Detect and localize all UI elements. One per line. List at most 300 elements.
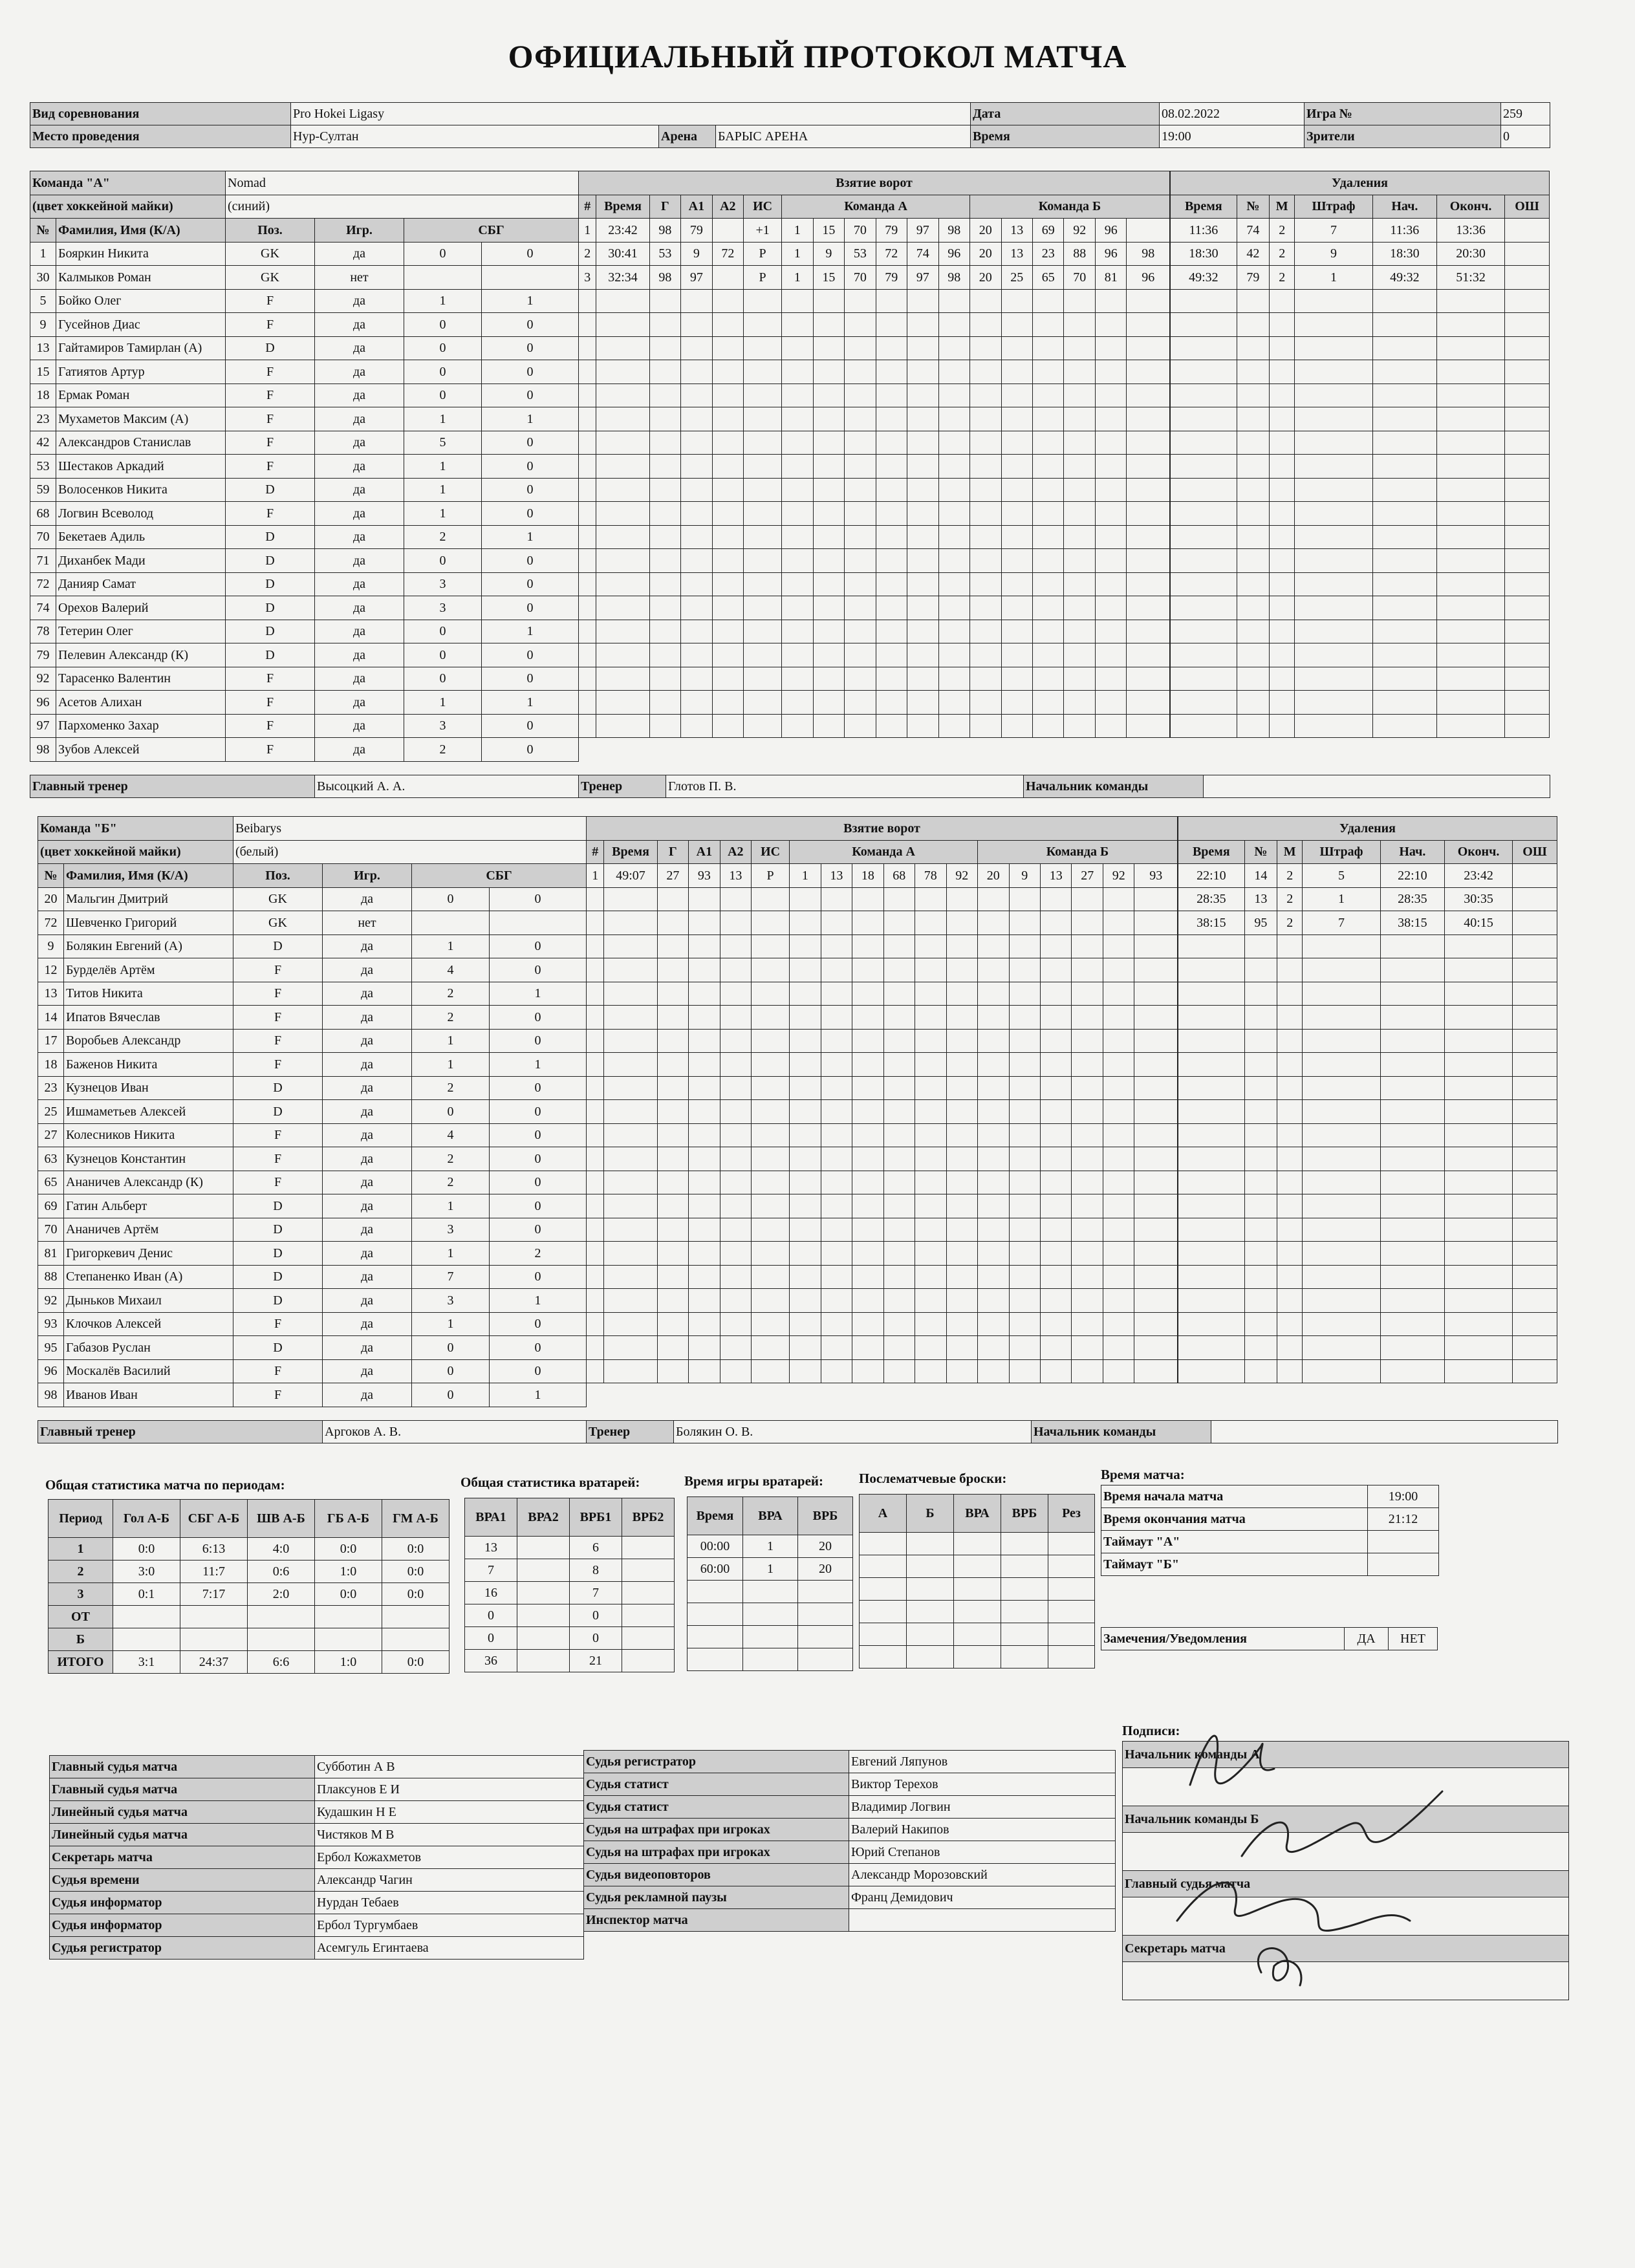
- player-position: F: [233, 1171, 323, 1194]
- penalty-cell: [1237, 572, 1269, 596]
- goal-row: [587, 1053, 1178, 1077]
- goal-cell: 70: [1064, 266, 1095, 290]
- goal-cell: [978, 911, 1009, 935]
- player-sbg-1: 7: [412, 1265, 490, 1289]
- goal-row: [579, 478, 1170, 502]
- goal-cell: [744, 667, 782, 691]
- penalty-cell: [1270, 643, 1295, 667]
- player-sbg-2: 0: [482, 383, 579, 407]
- penalty-cell: [1303, 1029, 1380, 1053]
- player-sbg-1: 1: [404, 502, 482, 526]
- goal-cell: [752, 887, 790, 911]
- team-a-staff: [30, 775, 1550, 798]
- goal-row: [587, 1359, 1178, 1383]
- goal-cell: 13: [821, 864, 852, 888]
- penalty-cell: [1171, 596, 1237, 620]
- shootout-table: [859, 1494, 1095, 1669]
- penalty-cell: [1505, 219, 1550, 243]
- stat-row: [860, 1623, 1095, 1646]
- penalty-cell: [1171, 549, 1237, 573]
- player-position: D: [233, 1289, 323, 1313]
- goal-cell: [1072, 1006, 1103, 1030]
- goal-cell: [587, 1171, 604, 1194]
- col-position: Поз.: [226, 219, 315, 243]
- goal-cell: [596, 478, 649, 502]
- penalty-cell: [1277, 1053, 1303, 1077]
- player-sbg-2: 0: [482, 572, 579, 596]
- player-row: [30, 266, 579, 290]
- player-position: F: [226, 667, 315, 691]
- penalty-cell: [1513, 1359, 1557, 1383]
- goal-cell: [852, 934, 883, 958]
- penalty-cell: [1178, 1171, 1245, 1194]
- goal-cell: [821, 1336, 852, 1360]
- goal-cell: [649, 360, 680, 384]
- goal-cell: [938, 620, 969, 643]
- stat-row: [49, 1561, 449, 1583]
- goal-cell: [938, 643, 969, 667]
- goal-cell: 70: [845, 266, 876, 290]
- goal-cell: [1064, 691, 1095, 715]
- goal-cell: [907, 714, 938, 738]
- penalty-cell: [1437, 596, 1505, 620]
- penalty-cell: [1171, 313, 1237, 337]
- goal-cell: [970, 549, 1001, 573]
- goal-cell: 13: [720, 864, 751, 888]
- goal-cell: [813, 572, 844, 596]
- goal-cell: [1103, 1123, 1134, 1147]
- goal-cell: [883, 1194, 915, 1218]
- goal-cell: [813, 525, 844, 549]
- goal-cell: [1134, 1171, 1178, 1194]
- goalie-stats-table: [464, 1498, 675, 1672]
- goal-cell: [782, 289, 813, 313]
- goal-cell: [579, 407, 596, 431]
- penalty-cell: [1295, 620, 1372, 643]
- goal-cell: [587, 1359, 604, 1383]
- player-played: да: [323, 934, 412, 958]
- stat-cell: [688, 1581, 743, 1603]
- player-played: да: [315, 242, 404, 266]
- goal-cell: [587, 911, 604, 935]
- goal-cell: [689, 1289, 720, 1313]
- player-sbg-2: 1: [490, 1053, 587, 1077]
- penalty-cell: [1372, 596, 1436, 620]
- penalty-cell: [1437, 620, 1505, 643]
- official-name: Кудашкин Н Е: [315, 1801, 584, 1824]
- penalty-cell: [1513, 1289, 1557, 1313]
- penalty-row: [1178, 1123, 1557, 1147]
- goal-cell: [1040, 1218, 1071, 1242]
- stat-cell: [315, 1606, 382, 1628]
- player-row: [38, 1218, 587, 1242]
- penalty-cell: [1237, 643, 1269, 667]
- goal-cell: [946, 1029, 977, 1053]
- goal-cell: [1040, 1053, 1071, 1077]
- goal-cell: [790, 1076, 821, 1100]
- goal-cell: [852, 1312, 883, 1336]
- penalty-cell: [1270, 289, 1295, 313]
- penalty-cell: [1505, 407, 1550, 431]
- penalty-cell: [1437, 336, 1505, 360]
- goal-cell: [790, 1147, 821, 1171]
- goal-cell: [744, 549, 782, 573]
- col-on-ice-team-a: Команда А: [790, 840, 978, 864]
- goal-cell: [744, 360, 782, 384]
- goal-cell: [907, 336, 938, 360]
- goal-cell: 79: [876, 219, 907, 243]
- penalty-cell: [1380, 1029, 1444, 1053]
- goal-cell: 23:42: [596, 219, 649, 243]
- goal-cell: [1095, 691, 1126, 715]
- goal-cell: [689, 1265, 720, 1289]
- goal-cell: [845, 620, 876, 643]
- goal-cell: [649, 431, 680, 455]
- col-number: №: [38, 864, 64, 888]
- player-name: Гусейнов Диас: [56, 313, 226, 337]
- player-sbg-2: 0: [482, 431, 579, 455]
- player-number: 65: [38, 1171, 64, 1194]
- goal-cell: [579, 360, 596, 384]
- player-played: да: [323, 1100, 412, 1124]
- goal-cell: [970, 572, 1001, 596]
- goal-cell: [845, 596, 876, 620]
- penalty-cell: [1270, 455, 1295, 479]
- player-played: да: [323, 1076, 412, 1100]
- goal-cell: [649, 289, 680, 313]
- goal-cell: [604, 1100, 657, 1124]
- stat-cell: [798, 1648, 853, 1671]
- player-row: [30, 313, 579, 337]
- col-penalty-pen: Штраф: [1303, 840, 1380, 864]
- goal-cell: [970, 455, 1001, 479]
- stat-header: Б: [907, 1495, 954, 1533]
- goal-cell: [845, 360, 876, 384]
- player-number: 98: [38, 1383, 64, 1407]
- player-row: [30, 455, 579, 479]
- player-sbg-1: 2: [412, 1147, 490, 1171]
- penalty-cell: 38:15: [1380, 911, 1444, 935]
- goal-cell: [782, 596, 813, 620]
- goal-cell: [978, 1336, 1009, 1360]
- col-penalty-pm: М: [1270, 195, 1295, 219]
- goal-cell: [978, 1312, 1009, 1336]
- player-sbg-2: [490, 911, 587, 935]
- player-position: D: [233, 1218, 323, 1242]
- stat-cell: 20: [798, 1558, 853, 1581]
- player-sbg-2: 0: [482, 242, 579, 266]
- penalty-cell: [1380, 1006, 1444, 1030]
- official-role: Судья информатор: [50, 1914, 315, 1937]
- goal-cell: [657, 1289, 688, 1313]
- player-sbg-2: 1: [482, 525, 579, 549]
- player-played: да: [315, 360, 404, 384]
- player-name: Пархоменко Захар: [56, 714, 226, 738]
- goal-cell: [852, 887, 883, 911]
- match-time-table: [1101, 1485, 1439, 1576]
- officials-right: [583, 1750, 1116, 1932]
- player-row: [38, 982, 587, 1006]
- goal-cell: [946, 982, 977, 1006]
- goal-cell: [1009, 1076, 1040, 1100]
- stat-cell: 1: [743, 1535, 798, 1558]
- penalty-row: [1171, 289, 1550, 313]
- official-role: Судья регистратор: [50, 1937, 315, 1960]
- goal-cell: [596, 620, 649, 643]
- player-number: 5: [30, 289, 56, 313]
- goal-cell: [712, 289, 743, 313]
- goal-cell: [1040, 1336, 1071, 1360]
- goal-cell: [1001, 691, 1032, 715]
- official-name: Виктор Терехов: [849, 1773, 1116, 1796]
- stat-cell: 60:00: [688, 1558, 743, 1581]
- goal-cell: [720, 1171, 751, 1194]
- penalty-cell: [1505, 596, 1550, 620]
- signature-secretary: [1258, 1949, 1301, 1985]
- remarks-no: НЕТ: [1389, 1628, 1438, 1650]
- stat-cell: [517, 1604, 570, 1627]
- penalty-cell: [1380, 1053, 1444, 1077]
- goal-cell: [883, 1100, 915, 1124]
- goal-cell: [813, 502, 844, 526]
- goal-cell: [752, 1147, 790, 1171]
- player-sbg-2: 0: [490, 1029, 587, 1053]
- player-played: да: [315, 478, 404, 502]
- goal-cell: [883, 982, 915, 1006]
- goal-cell: [587, 887, 604, 911]
- goal-cell: [596, 455, 649, 479]
- player-sbg-1: 0: [412, 887, 490, 911]
- penalty-cell: [1270, 407, 1295, 431]
- penalty-cell: [1303, 1171, 1380, 1194]
- penalty-cell: [1513, 1265, 1557, 1289]
- goal-cell: [852, 1123, 883, 1147]
- penalty-cell: [1513, 1029, 1557, 1053]
- player-sbg-2: 0: [490, 958, 587, 982]
- player-played: да: [315, 336, 404, 360]
- stat-cell: 1:0: [315, 1651, 382, 1674]
- goal-cell: [1127, 525, 1170, 549]
- player-number: 88: [38, 1265, 64, 1289]
- stat-cell: [954, 1533, 1001, 1555]
- goal-cell: [657, 1336, 688, 1360]
- player-played: да: [315, 643, 404, 667]
- official-name: Владимир Логвин: [849, 1796, 1116, 1819]
- player-name: Гатиятов Артур: [56, 360, 226, 384]
- goal-cell: [681, 407, 712, 431]
- player-sbg-2: 0: [482, 667, 579, 691]
- goal-cell: [1134, 1194, 1178, 1218]
- goal-cell: [907, 455, 938, 479]
- goal-cell: [790, 911, 821, 935]
- penalty-cell: [1270, 620, 1295, 643]
- player-number: 9: [30, 313, 56, 337]
- stat-row: [49, 1628, 449, 1651]
- goal-cell: [752, 1312, 790, 1336]
- signatures-title: Подписи:: [1122, 1723, 1180, 1738]
- penalty-cell: [1244, 1147, 1277, 1171]
- player-sbg-2: 0: [490, 1359, 587, 1383]
- penalty-cell: 49:32: [1171, 266, 1237, 290]
- player-number: 13: [38, 982, 64, 1006]
- penalty-cell: [1295, 313, 1372, 337]
- penalty-cell: [1237, 525, 1269, 549]
- stat-cell: 0:0: [382, 1651, 449, 1674]
- stat-cell: [180, 1628, 248, 1651]
- goal-cell: [752, 982, 790, 1006]
- stat-cell: [1001, 1533, 1048, 1555]
- time-label: Время: [971, 125, 1160, 148]
- goal-cell: [596, 714, 649, 738]
- goal-cell: 97: [907, 266, 938, 290]
- team-name: Nomad: [226, 171, 579, 195]
- goal-cell: [970, 478, 1001, 502]
- goal-cell: [938, 431, 969, 455]
- goal-cell: [1127, 643, 1170, 667]
- goal-cell: [938, 383, 969, 407]
- goal-cell: [689, 1242, 720, 1266]
- penalty-cell: [1295, 455, 1372, 479]
- goal-cell: [1072, 1123, 1103, 1147]
- stat-cell: [1001, 1623, 1048, 1646]
- goal-cell: [852, 1289, 883, 1313]
- goal-cell: [978, 1359, 1009, 1383]
- player-name: Шестаков Аркадий: [56, 455, 226, 479]
- stat-cell: [622, 1559, 675, 1582]
- goal-cell: [1009, 1194, 1040, 1218]
- goal-cell: [1040, 1171, 1071, 1194]
- player-position: F: [226, 289, 315, 313]
- goal-cell: [1103, 1053, 1134, 1077]
- official-role: Линейный судья матча: [50, 1824, 315, 1846]
- player-sbg-2: 0: [490, 1171, 587, 1194]
- col-penalty-start: Нач.: [1372, 195, 1436, 219]
- official-role: Секретарь матча: [50, 1846, 315, 1869]
- goal-cell: [1134, 1242, 1178, 1266]
- goal-cell: 9: [681, 242, 712, 266]
- goal-cell: [978, 1171, 1009, 1194]
- player-position: F: [233, 1383, 323, 1407]
- team-b-manager-label: Начальник команды: [1032, 1421, 1211, 1443]
- penalty-cell: [1171, 643, 1237, 667]
- goal-cell: [978, 1194, 1009, 1218]
- penalty-cell: [1437, 478, 1505, 502]
- goal-cell: [883, 887, 915, 911]
- stat-row: [465, 1627, 675, 1650]
- goal-cell: [681, 643, 712, 667]
- goal-cell: [946, 1123, 977, 1147]
- goal-cell: [1103, 1242, 1134, 1266]
- player-position: D: [233, 934, 323, 958]
- player-position: F: [233, 1359, 323, 1383]
- player-sbg-1: 1: [404, 691, 482, 715]
- goal-cell: [813, 667, 844, 691]
- penalty-cell: [1372, 431, 1436, 455]
- goal-cell: [587, 982, 604, 1006]
- goal-cell: [1064, 596, 1095, 620]
- player-sbg-2: 0: [482, 643, 579, 667]
- goal-cell: [915, 1076, 946, 1100]
- goal-cell: [681, 360, 712, 384]
- goal-cell: [813, 336, 844, 360]
- penalty-cell: [1277, 1312, 1303, 1336]
- player-position: F: [226, 714, 315, 738]
- goal-row: [587, 1265, 1178, 1289]
- goal-cell: Р: [752, 864, 790, 888]
- match-time-title: Время матча:: [1101, 1467, 1185, 1482]
- goal-cell: [604, 1147, 657, 1171]
- goal-cell: [681, 336, 712, 360]
- penalty-cell: [1505, 336, 1550, 360]
- remarks-table: [1101, 1627, 1438, 1650]
- goal-cell: [649, 313, 680, 337]
- penalty-cell: [1295, 502, 1372, 526]
- goal-cell: [907, 572, 938, 596]
- goal-cell: [790, 1312, 821, 1336]
- stat-cell: [798, 1626, 853, 1648]
- stat-cell: 20: [798, 1535, 853, 1558]
- goal-cell: [1032, 289, 1063, 313]
- signature-label: Начальник команды Б: [1123, 1806, 1569, 1833]
- penalty-cell: [1372, 336, 1436, 360]
- goal-cell: [845, 525, 876, 549]
- official-role: Главный судья матча: [50, 1778, 315, 1801]
- penalty-cell: [1295, 407, 1372, 431]
- player-position: F: [226, 738, 315, 762]
- goal-cell: [1001, 667, 1032, 691]
- goal-row: [587, 1076, 1178, 1100]
- penalty-cell: [1295, 431, 1372, 455]
- goal-cell: [938, 289, 969, 313]
- goal-row: [579, 691, 1170, 715]
- goal-cell: [720, 1289, 751, 1313]
- goal-cell: [946, 1289, 977, 1313]
- stat-cell: [622, 1537, 675, 1559]
- goal-cell: [1072, 1194, 1103, 1218]
- stat-cell: [382, 1606, 449, 1628]
- goal-cell: [1072, 1242, 1103, 1266]
- player-row: [38, 1076, 587, 1100]
- goal-cell: [681, 714, 712, 738]
- player-played: да: [323, 887, 412, 911]
- player-name: Москалёв Василий: [64, 1359, 233, 1383]
- timeout-a-value: [1368, 1531, 1439, 1553]
- penalty-cell: [1303, 1289, 1380, 1313]
- goal-row: [579, 219, 1170, 243]
- player-name: Мальгин Дмитрий: [64, 887, 233, 911]
- penalty-cell: 5: [1303, 864, 1380, 888]
- team-b-goals: [586, 816, 1178, 1383]
- official-row: [584, 1796, 1116, 1819]
- penalty-cell: [1277, 1123, 1303, 1147]
- official-role: Судья на штрафах при игроках: [584, 1841, 849, 1864]
- penalty-cell: 42: [1237, 242, 1269, 266]
- goal-cell: [938, 502, 969, 526]
- penalty-cell: [1244, 1076, 1277, 1100]
- goal-cell: [1064, 620, 1095, 643]
- goal-cell: [907, 691, 938, 715]
- goal-cell: [720, 1336, 751, 1360]
- player-sbg-2: 1: [490, 1289, 587, 1313]
- goal-cell: [720, 1242, 751, 1266]
- goal-cell: [1040, 1123, 1071, 1147]
- goal-cell: [649, 691, 680, 715]
- penalty-cell: [1513, 1123, 1557, 1147]
- goal-cell: [1040, 1029, 1071, 1053]
- penalty-cell: [1178, 1029, 1245, 1053]
- goal-cell: [1072, 1171, 1103, 1194]
- player-row: [30, 336, 579, 360]
